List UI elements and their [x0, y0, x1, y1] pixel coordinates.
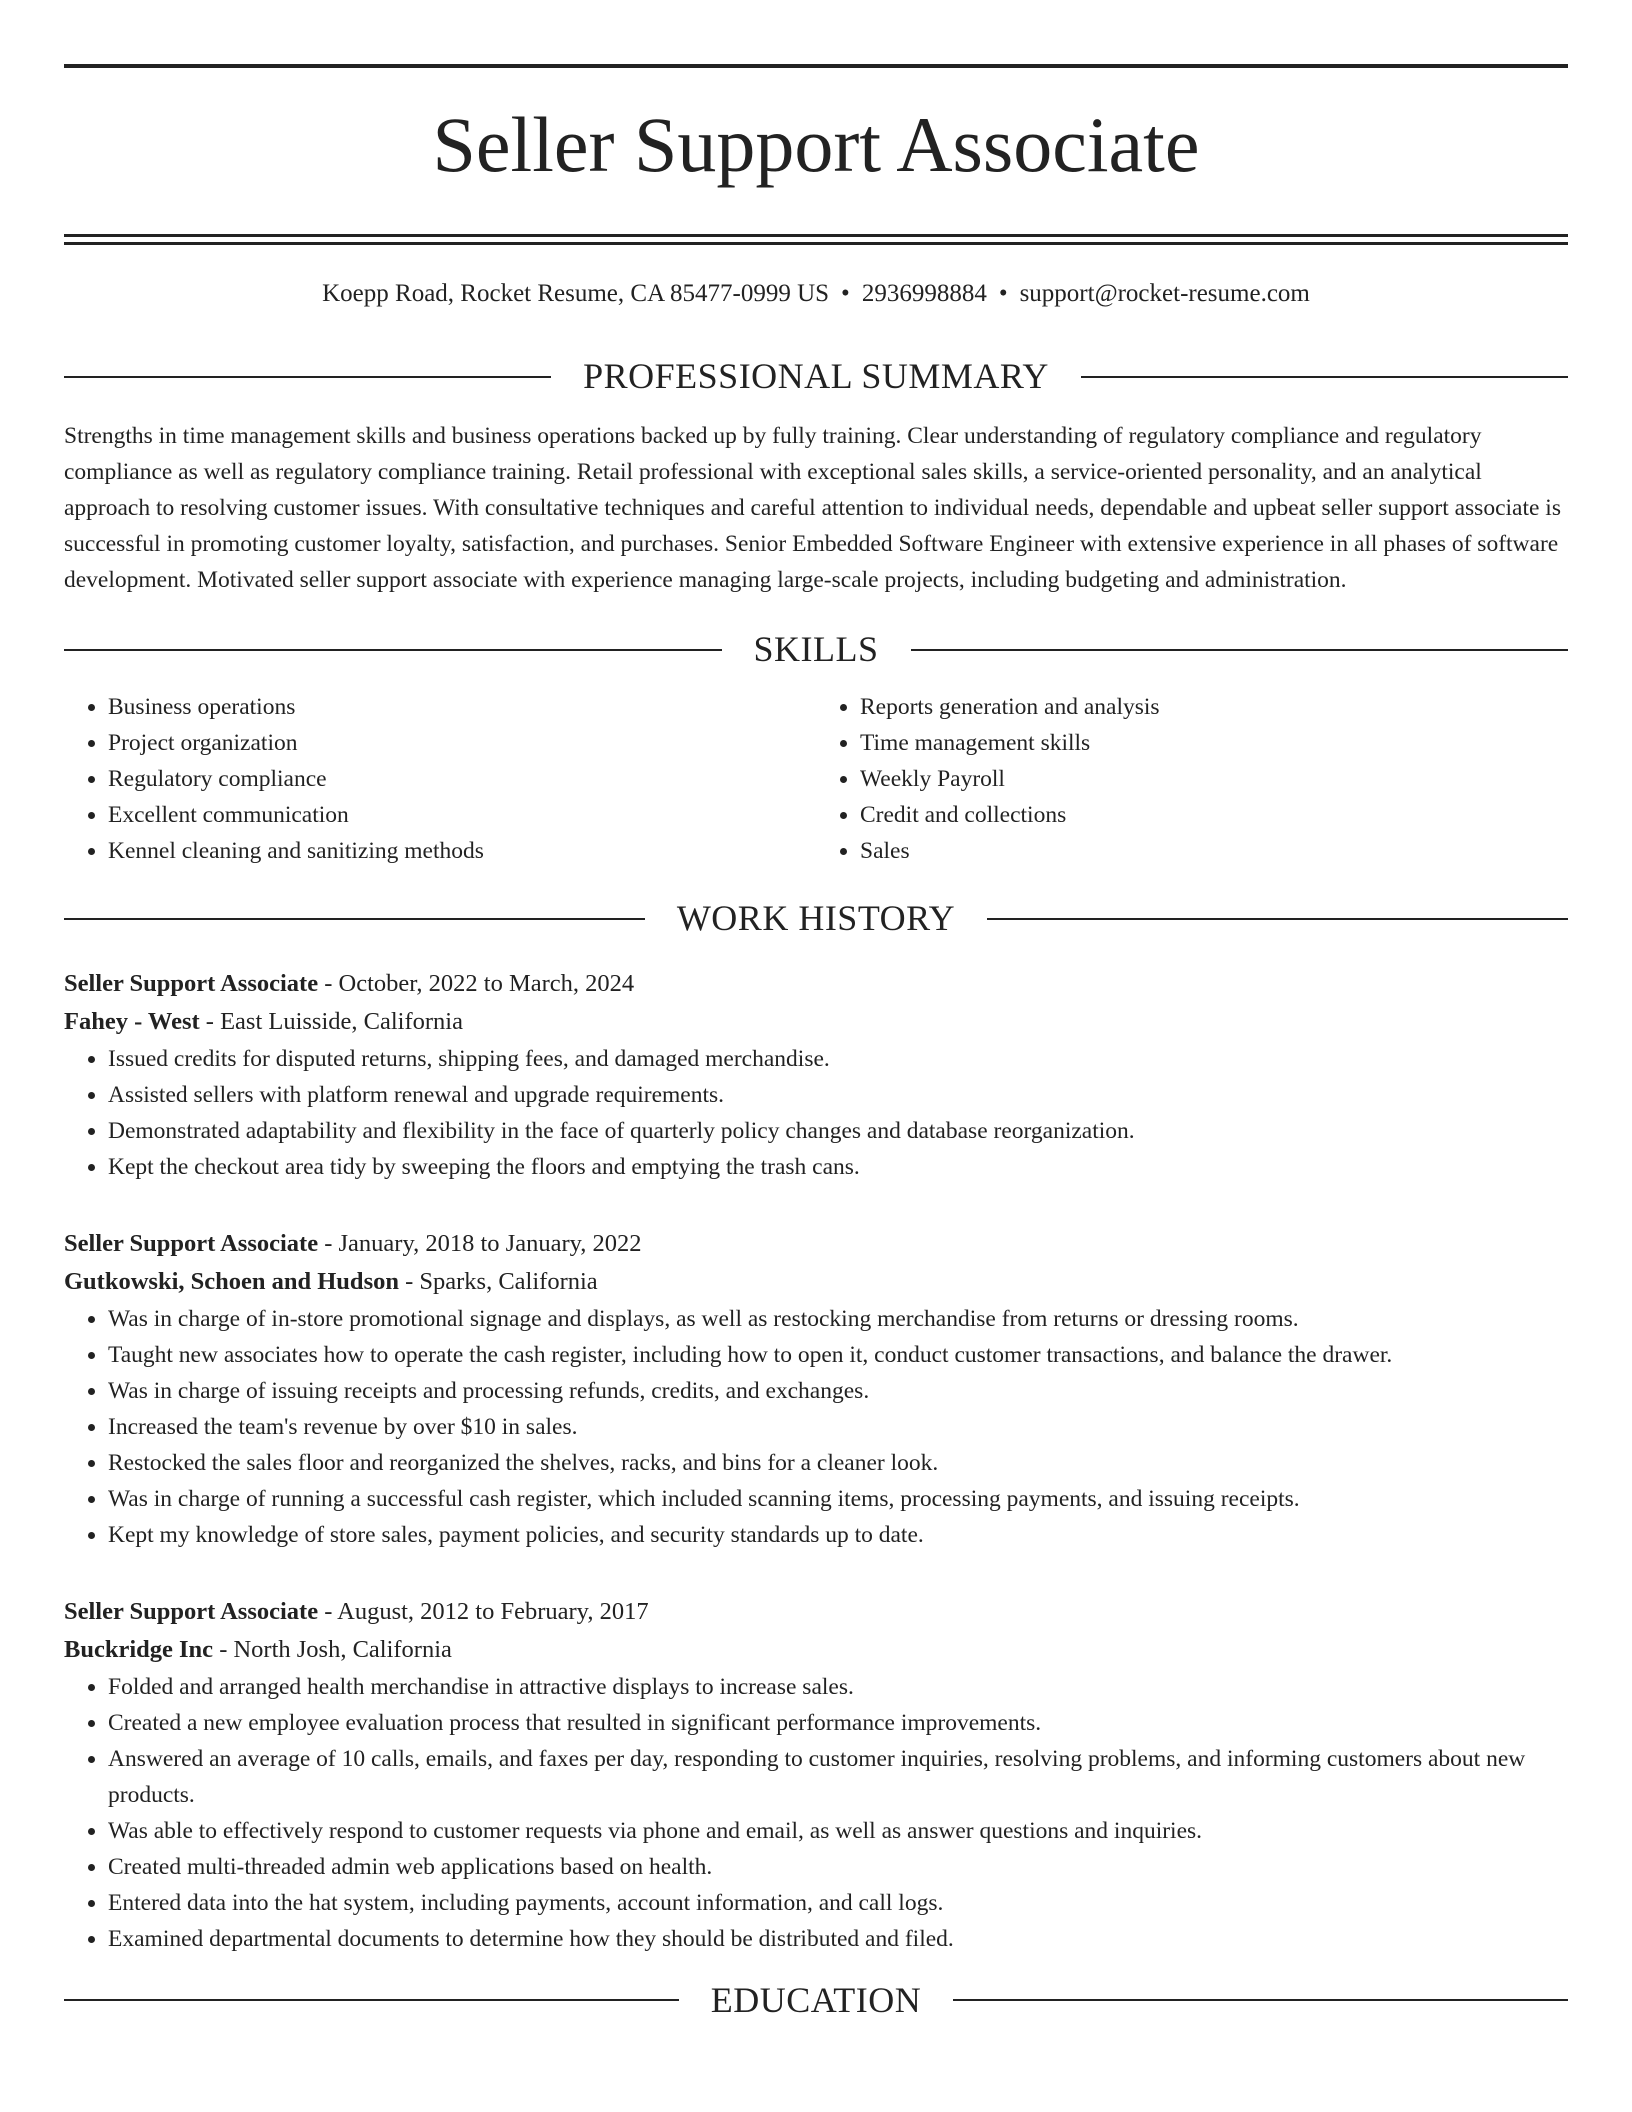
- job-bullet: • Folded and arranged health merchandise in attractive displays to increase sales.: [108, 1669, 1568, 1705]
- heading-rule-left: [64, 1999, 679, 2001]
- job-company-line: [64, 1631, 1568, 1669]
- skill-item: • Credit and collections: [860, 797, 1568, 833]
- heading-rule-right: [987, 918, 1568, 920]
- job-entry: [64, 1225, 1568, 1553]
- skill-item: • Time management skills: [860, 725, 1568, 761]
- skill-item: • Project organization: [108, 725, 816, 761]
- section-heading-summary: [64, 355, 1568, 398]
- skill-item: • Excellent communication: [108, 797, 816, 833]
- job-dates: - August, 2012 to February, 2017: [318, 1597, 649, 1625]
- skills-list-right: [816, 689, 1568, 869]
- job-bullet: • Was able to effectively respond to customer requests via phone and email, as well as answer questions and inquiries.: [108, 1813, 1568, 1849]
- skill-item: • Regulatory compliance: [108, 761, 816, 797]
- job-bullet: • Taught new associates how to operate the cash register, including how to open it, conduct customer transactions, and balance the drawer.: [108, 1337, 1568, 1373]
- job-bullet: • Was in charge of in-store promotional signage and displays, as well as restocking merchandise from returns or dressing rooms.: [108, 1301, 1568, 1337]
- job-bullet: • Demonstrated adaptability and flexibility in the face of quarterly policy changes and database reorganization.: [108, 1113, 1568, 1149]
- skill-item: • Weekly Payroll: [860, 761, 1568, 797]
- skills-list-left: [64, 689, 816, 869]
- job-bullets: [64, 1669, 1568, 1957]
- job-title-line: [64, 965, 1568, 1003]
- job-location: - East Luisside, California: [199, 1007, 463, 1035]
- job-title: Seller Support Associate: [64, 1597, 319, 1625]
- top-rule: [64, 64, 1568, 68]
- contact-separator: •: [998, 280, 1008, 307]
- contact-phone: 2936998884: [861, 280, 987, 307]
- section-title: EDUCATION: [710, 1979, 922, 2020]
- skills-column-left: [64, 689, 816, 869]
- job-company-line: [64, 1263, 1568, 1301]
- skills-column-right: [816, 689, 1568, 869]
- job-company: Buckridge Inc: [64, 1635, 214, 1663]
- skill-item: • Sales: [860, 833, 1568, 869]
- skills-grid: [64, 689, 1568, 869]
- job-bullets: [64, 1301, 1568, 1553]
- job-location: - North Josh, California: [213, 1635, 452, 1663]
- job-location: - Sparks, California: [398, 1267, 598, 1295]
- skill-item: • Reports generation and analysis: [860, 689, 1568, 725]
- job-company: Gutkowski, Schoen and Hudson: [64, 1267, 399, 1295]
- job-bullet: • Increased the team's revenue by over $10 in sales.: [108, 1409, 1568, 1445]
- job-entry: [64, 965, 1568, 1185]
- section-heading-work-history: [64, 897, 1568, 940]
- heading-rule-left: [64, 376, 551, 378]
- heading-rule-left: [64, 649, 722, 651]
- title-double-rule: [64, 234, 1568, 245]
- job-bullet: • Answered an average of 10 calls, emails, and faxes per day, responding to customer inquiries, resolving problems, and informing customers about new products.: [108, 1741, 1568, 1813]
- summary-paragraph: Strengths in time management skills and business operations backed up by fully training. Clear understanding of regulatory compliance and regulatory compliance as well as regulatory compliance training. Retail professional with exceptional sales skills, a service-oriented personality, and an analytical approach to resolving customer issues. With consultative techniques and careful attention to individual needs, dependable and upbeat seller support associate is successful in promoting customer loyalty, satisfaction, and purchases. Senior Embedded Software Engineer with extensive experience in all phases of software development. Motivated seller support associate with experience managing large-scale projects, including budgeting and administration.: [64, 423, 1561, 594]
- job-bullets: [64, 1041, 1568, 1185]
- heading-rule-right: [1081, 376, 1568, 378]
- heading-rule-right: [911, 649, 1569, 651]
- job-bullet: • Was in charge of running a successful cash register, which included scanning items, processing payments, and issuing receipts.: [108, 1481, 1568, 1517]
- heading-rule-left: [64, 918, 645, 920]
- job-bullet: • Entered data into the hat system, including payments, account information, and call logs.: [108, 1885, 1568, 1921]
- contact-address: Koepp Road, Rocket Resume, CA 85477-0999 US: [322, 280, 830, 307]
- job-bullet: • Kept the checkout area tidy by sweeping the floors and emptying the trash cans.: [108, 1149, 1568, 1185]
- section-title: PROFESSIONAL SUMMARY: [583, 356, 1049, 396]
- job-bullet: • Issued credits for disputed returns, shipping fees, and damaged merchandise.: [108, 1041, 1568, 1077]
- job-company: Fahey - West: [64, 1007, 200, 1035]
- section-title: SKILLS: [753, 629, 879, 670]
- job-bullet: • Examined departmental documents to determine how they should be distributed and filed.: [108, 1921, 1568, 1957]
- job-bullet: • Created multi-threaded admin web applications based on health.: [108, 1849, 1568, 1885]
- skill-item: • Business operations: [108, 689, 816, 725]
- job-company-line: [64, 1003, 1568, 1041]
- heading-rule-right: [953, 1999, 1568, 2001]
- contact-line: [64, 279, 1568, 309]
- job-title: Seller Support Associate: [64, 1229, 319, 1257]
- job-bullet: • Was in charge of issuing receipts and processing refunds, credits, and exchanges.: [108, 1373, 1568, 1409]
- job-bullet: • Assisted sellers with platform renewal and upgrade requirements.: [108, 1077, 1568, 1113]
- job-bullet: • Restocked the sales floor and reorganized the shelves, racks, and bins for a cleaner look.: [108, 1445, 1568, 1481]
- job-title: Seller Support Associate: [64, 969, 319, 997]
- job-title-line: [64, 1593, 1568, 1631]
- section-heading-education: [64, 1979, 1568, 2022]
- skill-item: • Kennel cleaning and sanitizing methods: [108, 833, 816, 869]
- job-bullet: • Kept my knowledge of store sales, payment policies, and security standards up to date.: [108, 1517, 1568, 1553]
- section-heading-skills: [64, 628, 1568, 671]
- job-entry: [64, 1593, 1568, 1957]
- job-bullet: • Created a new employee evaluation process that resulted in significant performance improvements.: [108, 1705, 1568, 1741]
- page-title: Seller Support Associate: [432, 101, 1200, 188]
- job-title-line: [64, 1225, 1568, 1263]
- job-dates: - October, 2022 to March, 2024: [318, 969, 635, 997]
- job-dates: - January, 2018 to January, 2022: [318, 1229, 642, 1257]
- contact-email: support@rocket-resume.com: [1019, 280, 1310, 307]
- contact-separator: •: [841, 280, 850, 307]
- section-title: WORK HISTORY: [676, 898, 956, 939]
